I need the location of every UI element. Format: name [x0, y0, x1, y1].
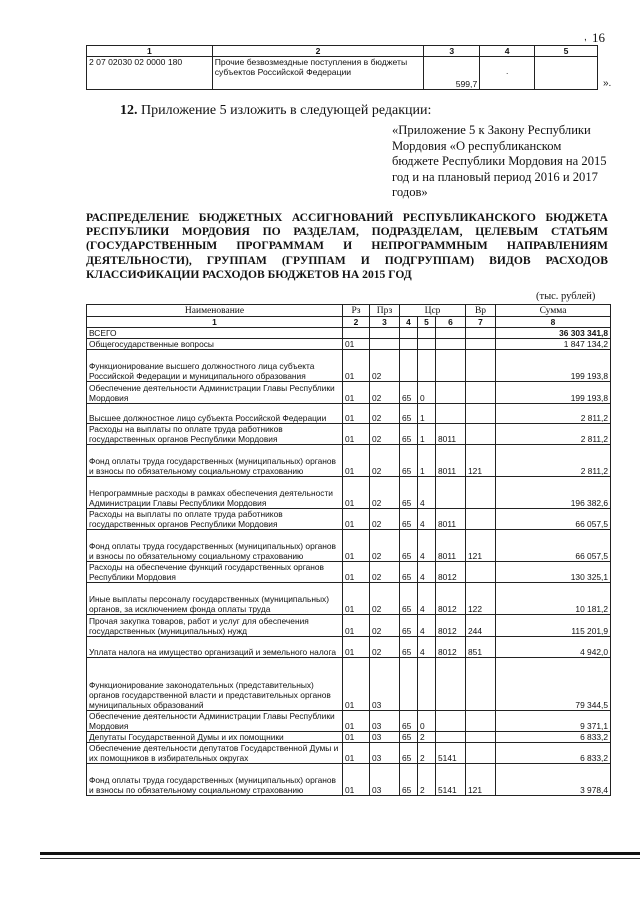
row-rz: 01: [343, 339, 370, 350]
row-csr-direction: [436, 658, 466, 711]
bottom-rule-thin: [40, 858, 640, 859]
row-rz: 01: [343, 562, 370, 583]
row-prz: 02: [370, 350, 400, 382]
row-rz: 01: [343, 743, 370, 764]
row-prz: 03: [370, 732, 400, 743]
row-sum: 2 811,2: [496, 424, 611, 445]
row-rz: 01: [343, 711, 370, 732]
row-csr-direction: [436, 339, 466, 350]
quote-close: ».: [603, 78, 612, 89]
row-csr-program: 65: [400, 711, 418, 732]
row-rz: 01: [343, 509, 370, 530]
row-name: Иные выплаты персоналу государственных (муниципальных) органов, за исключением фонда оплаты труда: [87, 583, 343, 615]
row-csr-subprogram: 1: [418, 445, 436, 477]
row-name: Обеспечение деятельности депутатов Государственной Думы и их помощников в избирательных округах: [87, 743, 343, 764]
col-number: 6: [436, 317, 466, 328]
table-row: [87, 637, 611, 658]
row-prz: 02: [370, 562, 400, 583]
continuation-table-header: [87, 46, 598, 57]
row-rz: 01: [343, 350, 370, 382]
table-cell: [535, 57, 598, 90]
table-row: [87, 530, 611, 562]
header-cell: 3: [424, 46, 480, 57]
header-vr: Вр: [466, 305, 496, 317]
table-header: [87, 305, 611, 317]
units-label: (тыс. рублей): [536, 291, 596, 302]
row-csr-program: 65: [400, 764, 418, 796]
row-rz: 01: [343, 637, 370, 658]
table-row: [87, 445, 611, 477]
row-csr-direction: [436, 711, 466, 732]
row-csr-subprogram: 1: [418, 424, 436, 445]
budget-table: [86, 304, 611, 796]
row-vr: 121: [466, 764, 496, 796]
row-prz: 03: [370, 711, 400, 732]
row-rz: 01: [343, 658, 370, 711]
table-row: [87, 732, 611, 743]
header-sum: Сумма: [496, 305, 611, 317]
budget-table-body: [87, 328, 611, 796]
row-csr-direction: 8012: [436, 562, 466, 583]
row-name: Обеспечение деятельности Администрации Главы Республики Мордовия: [87, 711, 343, 732]
row-csr-direction: [436, 382, 466, 404]
income-name: Прочие безвозмездные поступления в бюджеты субъектов Российской Федерации: [212, 57, 424, 90]
income-code: 2 07 02030 02 0000 180: [87, 57, 213, 90]
row-prz: 02: [370, 637, 400, 658]
row-vr: 121: [466, 530, 496, 562]
row-rz: 01: [343, 445, 370, 477]
page-number: 16: [592, 30, 605, 45]
row-prz: 02: [370, 615, 400, 637]
row-sum: 115 201,9: [496, 615, 611, 637]
row-sum: 66 057,5: [496, 530, 611, 562]
row-prz: 02: [370, 583, 400, 615]
table-row: [87, 743, 611, 764]
row-csr-direction: 5141: [436, 764, 466, 796]
row-vr: [466, 328, 496, 339]
page-dot: ,: [584, 32, 587, 43]
row-csr-subprogram: 4: [418, 615, 436, 637]
row-vr: [466, 658, 496, 711]
row-vr: [466, 743, 496, 764]
row-sum: 196 382,6: [496, 477, 611, 509]
row-csr-subprogram: 1: [418, 404, 436, 424]
row-csr-direction: 8011: [436, 509, 466, 530]
row-rz: 01: [343, 732, 370, 743]
row-rz: 01: [343, 764, 370, 796]
row-csr-direction: 8012: [436, 583, 466, 615]
row-csr-program: 65: [400, 424, 418, 445]
row-vr: [466, 350, 496, 382]
row-vr: [466, 732, 496, 743]
row-sum: 6 833,2: [496, 732, 611, 743]
table-row: [87, 583, 611, 615]
row-prz: 03: [370, 764, 400, 796]
row-csr-program: 65: [400, 530, 418, 562]
row-name: Расходы на обеспечение функций государственных органов Республики Мордовия: [87, 562, 343, 583]
income-value: 599,7: [424, 57, 480, 90]
row-csr-program: 65: [400, 732, 418, 743]
row-csr-subprogram: 2: [418, 743, 436, 764]
row-prz: 02: [370, 424, 400, 445]
row-csr-subprogram: 4: [418, 509, 436, 530]
row-csr-program: 65: [400, 562, 418, 583]
row-name: Фонд оплаты труда государственных (муниципальных) органов и взносы по обязательному социальному страхованию: [87, 445, 343, 477]
table-row: [87, 57, 598, 90]
row-sum: 79 344,5: [496, 658, 611, 711]
row-csr-subprogram: 4: [418, 477, 436, 509]
row-csr-direction: 8011: [436, 424, 466, 445]
header-csr: Цср: [400, 305, 466, 317]
row-csr-direction: [436, 477, 466, 509]
row-csr-program: 65: [400, 382, 418, 404]
row-prz: 02: [370, 404, 400, 424]
row-sum: 6 833,2: [496, 743, 611, 764]
row-sum: 10 181,2: [496, 583, 611, 615]
row-csr-program: [400, 350, 418, 382]
row-vr: [466, 562, 496, 583]
row-sum: 3 978,4: [496, 764, 611, 796]
row-sum: 4 942,0: [496, 637, 611, 658]
row-csr-subprogram: 0: [418, 382, 436, 404]
col-number: 4: [400, 317, 418, 328]
row-name: Прочая закупка товаров, работ и услуг для обеспечения государственных (муниципальных) нужд: [87, 615, 343, 637]
table-row: [87, 615, 611, 637]
row-csr-direction: [436, 328, 466, 339]
row-csr-subprogram: [418, 328, 436, 339]
item-text: Приложение 5 изложить в следующей редакции:: [141, 103, 432, 118]
row-csr-program: 65: [400, 743, 418, 764]
row-name: Расходы на выплаты по оплате труда работников государственных органов Республики Мордовия: [87, 509, 343, 530]
row-prz: 03: [370, 658, 400, 711]
row-sum: 199 193,8: [496, 350, 611, 382]
row-csr-direction: 8011: [436, 530, 466, 562]
row-rz: 01: [343, 382, 370, 404]
row-prz: [370, 339, 400, 350]
row-csr-direction: 5141: [436, 743, 466, 764]
row-name: Общегосударственные вопросы: [87, 339, 343, 350]
row-csr-program: 65: [400, 583, 418, 615]
row-name: Обеспечение деятельности Администрации Главы Республики Мордовия: [87, 382, 343, 404]
row-vr: 121: [466, 445, 496, 477]
row-csr-program: [400, 339, 418, 350]
appendix-reference: «Приложение 5 к Закону Республики Мордовия «О республиканском бюджете Республики Мордовия на 2015 год и на плановый период 2016 и 2017 годов»: [392, 123, 607, 199]
row-rz: 01: [343, 404, 370, 424]
row-name: Высшее должностное лицо субъекта Российской Федерации: [87, 404, 343, 424]
row-prz: 02: [370, 445, 400, 477]
row-name: Непрограммные расходы в рамках обеспечения деятельности Администрации Главы Республики Мордовия: [87, 477, 343, 509]
row-csr-direction: [436, 350, 466, 382]
row-name: Фонд оплаты труда государственных (муниципальных) органов и взносы по обязательному социальному страхованию: [87, 764, 343, 796]
row-name: Расходы на выплаты по оплате труда работников государственных органов Республики Мордовия: [87, 424, 343, 445]
table-row: [87, 658, 611, 711]
row-vr: 244: [466, 615, 496, 637]
stray-mark: ·: [505, 68, 509, 78]
row-sum: 1 847 134,2: [496, 339, 611, 350]
row-name: Функционирование высшего должностного лица субъекта Российской Федерации и муниципального образования: [87, 350, 343, 382]
row-csr-program: 65: [400, 615, 418, 637]
row-prz: 03: [370, 743, 400, 764]
row-csr-subprogram: 4: [418, 583, 436, 615]
row-sum: 66 057,5: [496, 509, 611, 530]
row-name: ВСЕГО: [87, 328, 343, 339]
row-sum: 36 303 341,8: [496, 328, 611, 339]
row-csr-direction: 8012: [436, 637, 466, 658]
row-sum: 9 371,1: [496, 711, 611, 732]
row-vr: [466, 382, 496, 404]
row-vr: 122: [466, 583, 496, 615]
row-csr-program: 65: [400, 404, 418, 424]
amendment-item: [120, 103, 431, 119]
table-row: [87, 509, 611, 530]
row-vr: [466, 424, 496, 445]
row-csr-subprogram: 4: [418, 530, 436, 562]
row-csr-subprogram: 4: [418, 562, 436, 583]
item-number: 12.: [120, 103, 138, 118]
col-number: 5: [418, 317, 436, 328]
row-csr-program: 65: [400, 509, 418, 530]
bottom-rule: [40, 852, 640, 855]
row-name: Уплата налога на имущество организаций и земельного налога: [87, 637, 343, 658]
row-vr: [466, 339, 496, 350]
row-csr-subprogram: [418, 339, 436, 350]
row-vr: [466, 509, 496, 530]
table-cell: [480, 57, 535, 90]
row-sum: 130 325,1: [496, 562, 611, 583]
header-cell: 4: [480, 46, 535, 57]
row-prz: 02: [370, 530, 400, 562]
row-prz: 02: [370, 382, 400, 404]
header-name: Наименование: [87, 305, 343, 317]
table-row: [87, 477, 611, 509]
row-sum: 199 193,8: [496, 382, 611, 404]
continuation-table: [86, 45, 598, 90]
table-row: [87, 711, 611, 732]
row-csr-program: [400, 328, 418, 339]
row-vr: [466, 404, 496, 424]
row-vr: [466, 711, 496, 732]
table-row: [87, 562, 611, 583]
row-csr-subprogram: [418, 658, 436, 711]
row-csr-direction: [436, 732, 466, 743]
col-number: 1: [87, 317, 343, 328]
row-csr-subprogram: 4: [418, 637, 436, 658]
col-number: 8: [496, 317, 611, 328]
table-row: [87, 328, 611, 339]
row-csr-program: 65: [400, 477, 418, 509]
table-row: [87, 339, 611, 350]
table-row: [87, 382, 611, 404]
row-rz: 01: [343, 477, 370, 509]
row-csr-program: 65: [400, 445, 418, 477]
row-csr-subprogram: 0: [418, 711, 436, 732]
row-sum: 2 811,2: [496, 445, 611, 477]
col-number: 2: [343, 317, 370, 328]
row-csr-direction: [436, 404, 466, 424]
row-vr: [466, 477, 496, 509]
row-csr-direction: 8012: [436, 615, 466, 637]
table-row: [87, 764, 611, 796]
row-prz: [370, 328, 400, 339]
header-cell: 2: [212, 46, 424, 57]
row-name: Функционирование законодательных (представительных) органов государственной власти и представительных органов муниципальных образований: [87, 658, 343, 711]
header-cell: 5: [535, 46, 598, 57]
row-csr-subprogram: 2: [418, 764, 436, 796]
row-csr-subprogram: 2: [418, 732, 436, 743]
row-csr-direction: 8011: [436, 445, 466, 477]
header-cell: 1: [87, 46, 213, 57]
row-name: Фонд оплаты труда государственных (муниципальных) органов и взносы по обязательному социальному страхованию: [87, 530, 343, 562]
table-row: [87, 350, 611, 382]
col-number: 7: [466, 317, 496, 328]
row-rz: 01: [343, 530, 370, 562]
row-csr-program: 65: [400, 637, 418, 658]
header-prz: Прз: [370, 305, 400, 317]
table-row: [87, 404, 611, 424]
col-number: 3: [370, 317, 400, 328]
row-vr: 851: [466, 637, 496, 658]
row-rz: 01: [343, 583, 370, 615]
row-name: Депутаты Государственной Думы и их помощники: [87, 732, 343, 743]
row-csr-program: [400, 658, 418, 711]
row-rz: 01: [343, 424, 370, 445]
table-row: [87, 424, 611, 445]
row-prz: 02: [370, 477, 400, 509]
column-numbers: [87, 317, 611, 328]
row-prz: 02: [370, 509, 400, 530]
document-heading: РАСПРЕДЕЛЕНИЕ БЮДЖЕТНЫХ АССИГНОВАНИЙ РЕСПУБЛИКАНСКОГО БЮДЖЕТА РЕСПУБЛИКИ МОРДОВИЯ ПО РАЗДЕЛАМ, ПОДРАЗДЕЛАМ, ЦЕЛЕВЫМ СТАТЬЯМ (ГОСУДАРСТВЕННЫМ ПРОГРАММАМ И НЕПРОГРАММНЫМ НАПРАВЛЕНИЯМ ДЕЯТЕЛЬНОСТИ), ГРУППАМ (ГРУППАМ И ПОДГРУППАМ) ВИДОВ РАСХОДОВ КЛАССИФИКАЦИИ РАСХОДОВ БЮДЖЕТОВ НА 2015 ГОД: [86, 211, 608, 281]
header-rz: Рз: [343, 305, 370, 317]
row-csr-subprogram: [418, 350, 436, 382]
row-rz: 01: [343, 615, 370, 637]
row-rz: [343, 328, 370, 339]
row-sum: 2 811,2: [496, 404, 611, 424]
